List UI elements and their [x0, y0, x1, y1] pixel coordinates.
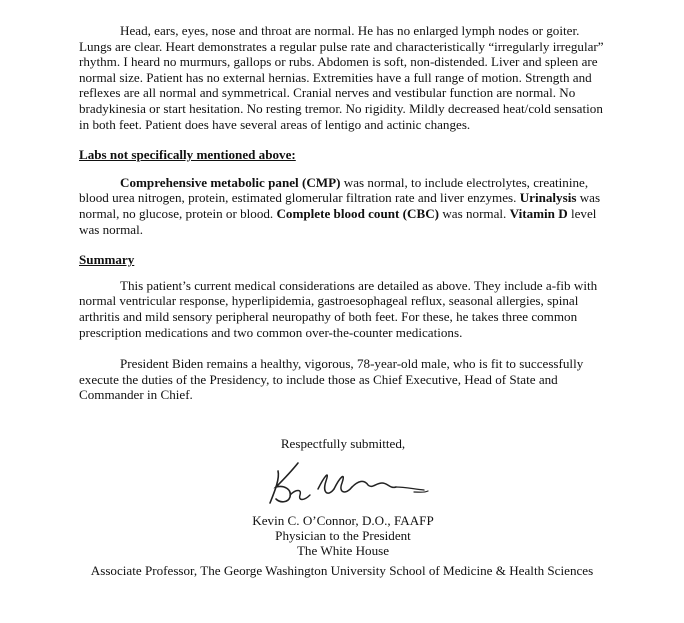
- signature-icon: [264, 459, 444, 509]
- summary-paragraph-2: President Biden remains a healthy, vigorous, 78-year-old male, who is fit to successfully execute the duties of the Presidency, to include those as Chief Executive, Head of State and Commander in Chief.: [79, 356, 584, 403]
- signatory-title: Physician to the President: [275, 528, 411, 543]
- cbc-text: was normal.: [439, 205, 510, 221]
- sign-off: Respectfully submitted,: [280, 436, 406, 451]
- vitamin-d-label: Vitamin D: [509, 205, 568, 221]
- cmp-text: was normal, to include electrolytes, creatinine, blood urea nitrogen, protein, estimated glomerular filtration rate and liver enzymes.: [79, 174, 589, 206]
- vitamin-d-text: level was normal.: [79, 205, 597, 237]
- signatory-affiliation: Associate Professor, The George Washington University School of Medicine & Health Sciences: [90, 563, 594, 578]
- urinalysis-label: Urinalysis: [519, 190, 577, 206]
- closing-block: [79, 436, 607, 558]
- physical-exam-paragraph: Head, ears, eyes, nose and throat are normal. He has no enlarged lymph nodes or goiter. Lungs are clear. Heart demonstrates a regular pulse rate and characteristically “irregularly irregular” rhythm. I heard no murmurs, gallops or rubs. Abdomen is soft, non-distended. Liver and spleen are normal size. Patient has no external hernias. Extremities have a full range of motion. Strength and reflexes are all normal and symmetrical. Cranial nerves and vestibular function are normal. No bradykinesia or start hesitation. No resting tremor. No rigidity. Mildly decreased heat/cold sensation in both feet. Patient does have several areas of lentigo and actinic changes.: [79, 23, 604, 132]
- summary-heading: Summary: [79, 252, 135, 268]
- labs-heading: Labs not specifically mentioned above:: [79, 147, 296, 163]
- summary-paragraph-1: This patient’s current medical considerations are detailed as above. They include a-fib with normal ventricular response, hyperlipidemia, gastroesophageal reflux, seasonal allergies, spinal arthritis and mild sensory peripheral neuropathy of both feet. For these, he takes three common prescription medications and two common over-the-counter medications.: [79, 277, 598, 340]
- signature-area: [79, 0, 607, 623]
- signatory-name: Kevin C. O’Connor, D.O., FAAFP: [252, 513, 434, 528]
- urinalysis-text: was normal, no glucose, protein or blood.: [79, 190, 601, 221]
- signatory-office: The White House: [296, 543, 390, 558]
- handwritten-signature: [79, 459, 607, 513]
- cbc-label: Complete blood count (CBC): [276, 205, 440, 221]
- cmp-label: Comprehensive metabolic panel (CMP): [120, 174, 341, 190]
